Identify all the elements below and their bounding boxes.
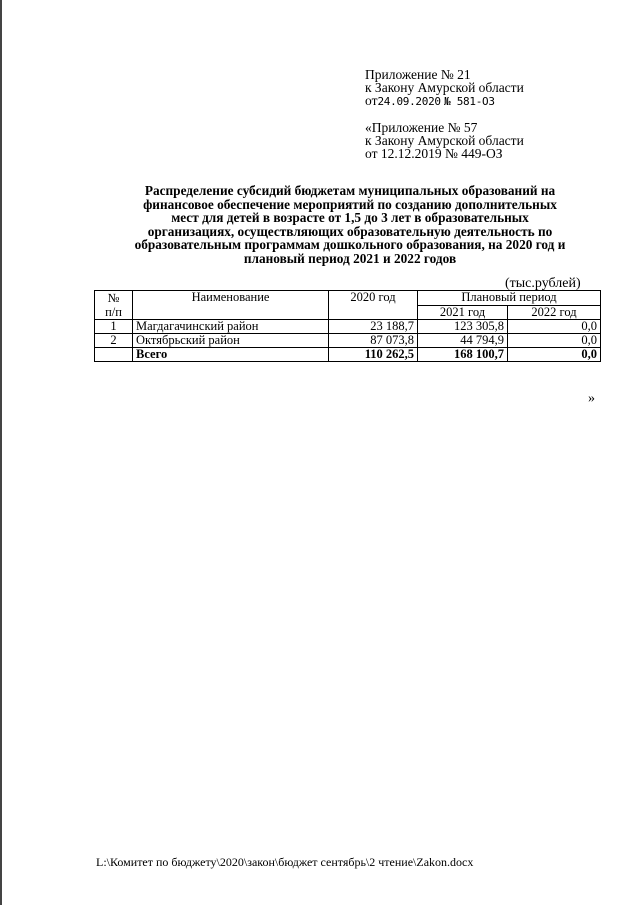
row-2022: 0,0	[508, 334, 601, 348]
header-name: Наименование	[133, 291, 329, 320]
title-line: плановый период 2021 и 2022 годов	[243, 250, 457, 266]
header-num	[95, 291, 133, 320]
header-2020: 2020 год	[329, 291, 418, 320]
closing-quote: »	[588, 391, 595, 406]
title-line: организациях, осуществляющих образовательную деятельность по	[147, 223, 553, 239]
title-line: Распределение субсидий бюджетам муниципальных образований на	[144, 183, 556, 198]
footer-file-path: L:\Комитет по бюджету\2020\закон\бюджет сентябрь\2 чтение\Zakon.docx	[96, 855, 474, 869]
annex-57-date: от 12.12.2019 № 449-ОЗ	[365, 146, 503, 161]
row-name: Октябрьский район	[133, 334, 329, 348]
row-2022: 0,0	[508, 320, 601, 334]
total-name: Всего	[133, 348, 329, 362]
row-name: Магдагачинский район	[133, 320, 329, 334]
handwritten-date: 24.09.2020	[377, 95, 441, 108]
annex-57-law: к Закону Амурской области	[365, 133, 524, 148]
subsidy-table	[94, 290, 601, 362]
annex-21-title: Приложение № 21	[365, 67, 471, 82]
table-header-row	[95, 291, 601, 306]
handwritten-number: № 581-ОЗ	[444, 95, 495, 108]
row-num: 1	[95, 320, 133, 334]
table-row	[95, 334, 601, 348]
title-line: образовательным программам дошкольного образования, на 2020 год и	[134, 237, 566, 253]
table-total-row	[95, 348, 601, 362]
total-2020: 110 262,5	[329, 348, 418, 362]
table-row	[95, 320, 601, 334]
row-num: 2	[95, 334, 133, 348]
row-2021: 123 305,8	[418, 320, 508, 334]
header-2022: 2022 год	[508, 305, 601, 320]
total-2022: 0,0	[508, 348, 601, 362]
header-planned-period: Плановый период	[418, 291, 601, 306]
annex-21-law: к Закону Амурской области	[365, 80, 524, 95]
row-2020: 87 073,8	[329, 334, 418, 348]
annex-21-date-prefix: от	[365, 93, 378, 108]
annex-57-title: «Приложение № 57	[365, 120, 478, 135]
total-num	[95, 348, 133, 362]
header-num-line2: п/п	[105, 305, 122, 319]
annex-57-block	[365, 121, 605, 160]
header-num-line1: №	[107, 291, 120, 305]
document-title	[105, 184, 595, 266]
annex-21-block	[365, 68, 605, 108]
total-2021: 168 100,7	[418, 348, 508, 362]
header-2021: 2021 год	[418, 305, 508, 320]
annex-21-date-line	[365, 94, 605, 108]
title-line: финансовое обеспечение мероприятий по созданию дополнительных	[143, 196, 557, 212]
units-label: (тыс.рублей)	[505, 276, 581, 291]
title-line: мест для детей в возрасте от 1,5 до 3 лет в образовательных	[171, 210, 529, 226]
row-2021: 44 794,9	[418, 334, 508, 348]
row-2020: 23 188,7	[329, 320, 418, 334]
